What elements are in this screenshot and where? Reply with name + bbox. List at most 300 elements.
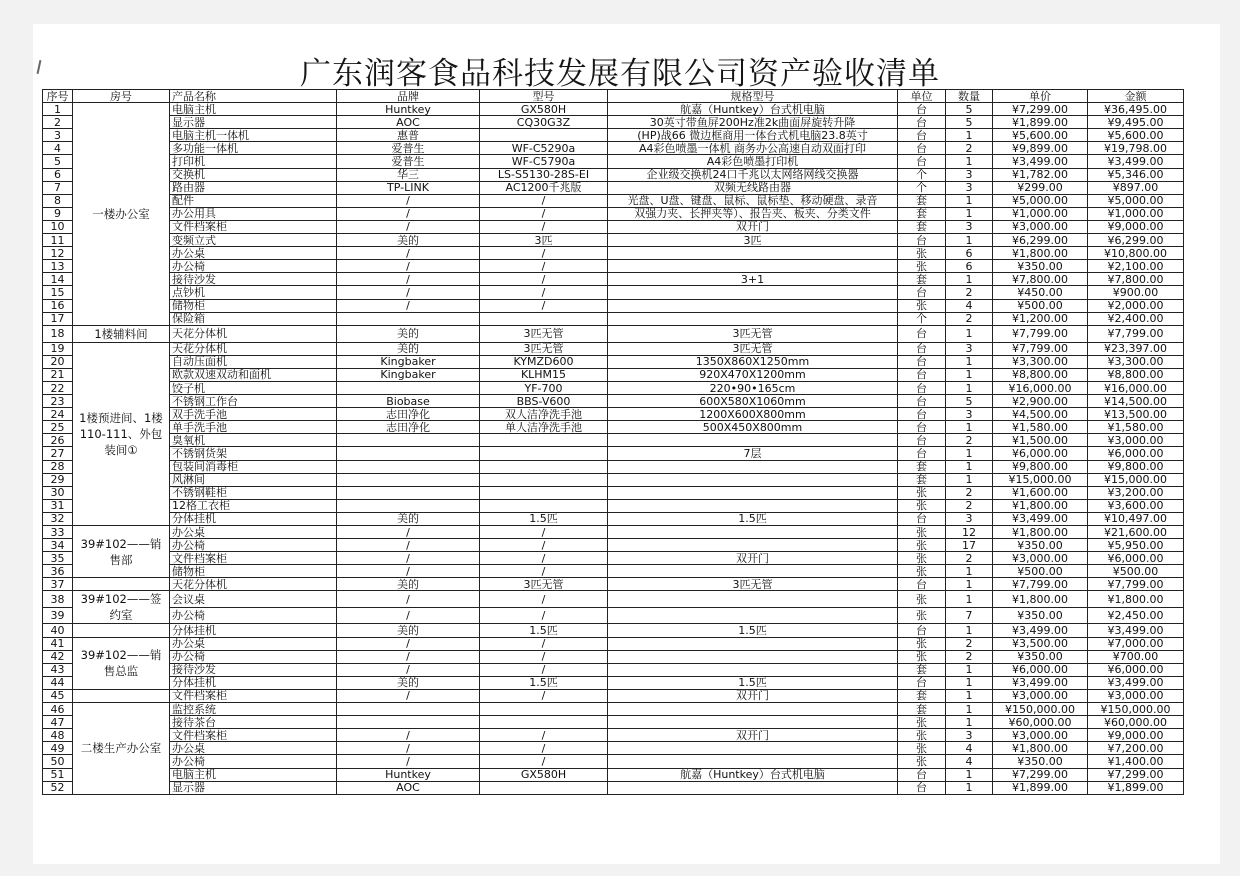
row-qty: 6 bbox=[946, 260, 993, 273]
row-brand bbox=[337, 473, 480, 486]
row-model: / bbox=[480, 663, 608, 676]
row-model: / bbox=[480, 247, 608, 260]
row-product: 储物柜 bbox=[170, 565, 337, 578]
row-unit: 台 bbox=[898, 395, 946, 408]
row-brand: 美的 bbox=[337, 342, 480, 355]
row-spec: 30英寸带鱼屏200Hz准2k曲面屏旋转升降 bbox=[608, 116, 898, 129]
row-seq: 36 bbox=[43, 565, 73, 578]
row-qty: 1 bbox=[946, 129, 993, 142]
row-spec: 920X470X1200mm bbox=[608, 368, 898, 381]
row-spec bbox=[608, 781, 898, 794]
row-unit: 个 bbox=[898, 168, 946, 181]
row-spec: 220•90•165cm bbox=[608, 381, 898, 394]
row-amount: ¥6,299.00 bbox=[1088, 234, 1184, 247]
row-amount: ¥7,800.00 bbox=[1088, 273, 1184, 286]
row-qty: 1 bbox=[946, 689, 993, 702]
row-model: 双人洁净洗手池 bbox=[480, 408, 608, 421]
row-brand: TP-LINK bbox=[337, 181, 480, 194]
row-product: 变频立式 bbox=[170, 234, 337, 247]
table-row bbox=[43, 325, 1184, 342]
table-row bbox=[43, 637, 1184, 650]
row-model: 单人洁净洗手池 bbox=[480, 421, 608, 434]
row-amount: ¥1,580.00 bbox=[1088, 421, 1184, 434]
row-model: / bbox=[480, 526, 608, 539]
row-qty: 1 bbox=[946, 578, 993, 591]
row-spec: 1.5匹 bbox=[608, 676, 898, 689]
table-row bbox=[43, 781, 1184, 794]
row-model: BBS-V600 bbox=[480, 395, 608, 408]
row-amount: ¥6,000.00 bbox=[1088, 447, 1184, 460]
row-brand: / bbox=[337, 742, 480, 755]
table-row bbox=[43, 421, 1184, 434]
row-qty: 2 bbox=[946, 637, 993, 650]
row-qty: 3 bbox=[946, 512, 993, 525]
row-model: / bbox=[480, 755, 608, 768]
row-qty: 1 bbox=[946, 703, 993, 716]
row-model: / bbox=[480, 207, 608, 220]
row-price: ¥6,000.00 bbox=[993, 663, 1088, 676]
row-amount: ¥7,200.00 bbox=[1088, 742, 1184, 755]
row-model: WF-C5790a bbox=[480, 155, 608, 168]
row-seq: 38 bbox=[43, 591, 73, 608]
row-price: ¥3,500.00 bbox=[993, 637, 1088, 650]
row-brand: 美的 bbox=[337, 676, 480, 689]
row-model: / bbox=[480, 552, 608, 565]
row-product: 电脑主机 bbox=[170, 768, 337, 781]
row-qty: 7 bbox=[946, 607, 993, 624]
row-price: ¥350.00 bbox=[993, 539, 1088, 552]
row-seq: 11 bbox=[43, 234, 73, 247]
row-spec: 双开门 bbox=[608, 729, 898, 742]
row-model: WF-C5290a bbox=[480, 142, 608, 155]
row-spec bbox=[608, 663, 898, 676]
row-spec: 双开门 bbox=[608, 689, 898, 702]
row-amount: ¥700.00 bbox=[1088, 650, 1184, 663]
table-row bbox=[43, 676, 1184, 689]
row-unit: 张 bbox=[898, 247, 946, 260]
row-qty: 1 bbox=[946, 624, 993, 637]
row-amount: ¥14,500.00 bbox=[1088, 395, 1184, 408]
row-unit: 个 bbox=[898, 181, 946, 194]
table-row bbox=[43, 194, 1184, 207]
row-model: 1.5匹 bbox=[480, 676, 608, 689]
row-qty: 5 bbox=[946, 103, 993, 116]
row-unit: 台 bbox=[898, 142, 946, 155]
row-brand: / bbox=[337, 607, 480, 624]
row-brand bbox=[337, 716, 480, 729]
row-price: ¥3,499.00 bbox=[993, 155, 1088, 168]
row-qty: 1 bbox=[946, 473, 993, 486]
row-seq: 21 bbox=[43, 368, 73, 381]
table-row bbox=[43, 247, 1184, 260]
row-product: 办公桌 bbox=[170, 637, 337, 650]
row-amount: ¥19,798.00 bbox=[1088, 142, 1184, 155]
row-price: ¥1,899.00 bbox=[993, 781, 1088, 794]
row-brand: 美的 bbox=[337, 512, 480, 525]
row-model bbox=[480, 460, 608, 473]
row-brand: / bbox=[337, 286, 480, 299]
row-price: ¥1,800.00 bbox=[993, 526, 1088, 539]
row-qty: 6 bbox=[946, 247, 993, 260]
row-seq: 23 bbox=[43, 395, 73, 408]
row-model: KLHM15 bbox=[480, 368, 608, 381]
row-seq: 52 bbox=[43, 781, 73, 794]
row-product: 交换机 bbox=[170, 168, 337, 181]
row-model: / bbox=[480, 689, 608, 702]
table-row bbox=[43, 342, 1184, 355]
row-product: 不锈钢货架 bbox=[170, 447, 337, 460]
row-brand bbox=[337, 381, 480, 394]
row-seq: 20 bbox=[43, 355, 73, 368]
row-model: 3匹无管 bbox=[480, 342, 608, 355]
row-unit: 张 bbox=[898, 486, 946, 499]
row-unit: 套 bbox=[898, 663, 946, 676]
row-product: 饺子机 bbox=[170, 381, 337, 394]
table-row bbox=[43, 299, 1184, 312]
table-row bbox=[43, 729, 1184, 742]
row-amount: ¥3,300.00 bbox=[1088, 355, 1184, 368]
row-amount: ¥15,000.00 bbox=[1088, 473, 1184, 486]
row-price: ¥60,000.00 bbox=[993, 716, 1088, 729]
table-row bbox=[43, 168, 1184, 181]
row-product: 办公用具 bbox=[170, 207, 337, 220]
row-price: ¥4,500.00 bbox=[993, 408, 1088, 421]
table-row bbox=[43, 234, 1184, 247]
row-unit: 台 bbox=[898, 578, 946, 591]
row-price: ¥1,800.00 bbox=[993, 591, 1088, 608]
row-seq: 33 bbox=[43, 526, 73, 539]
table-row bbox=[43, 755, 1184, 768]
row-unit: 张 bbox=[898, 260, 946, 273]
row-unit: 台 bbox=[898, 325, 946, 342]
row-price: ¥450.00 bbox=[993, 286, 1088, 299]
row-amount: ¥9,495.00 bbox=[1088, 116, 1184, 129]
row-product: 臭氧机 bbox=[170, 434, 337, 447]
table-row bbox=[43, 486, 1184, 499]
row-seq: 43 bbox=[43, 663, 73, 676]
row-seq: 18 bbox=[43, 325, 73, 342]
row-product: 储物柜 bbox=[170, 299, 337, 312]
header-room: 房号 bbox=[73, 90, 170, 103]
row-qty: 2 bbox=[946, 486, 993, 499]
row-spec: 企业级交换机24口千兆以太网络网线交换器 bbox=[608, 168, 898, 181]
row-amount: ¥150,000.00 bbox=[1088, 703, 1184, 716]
row-spec bbox=[608, 716, 898, 729]
row-product: 分体挂机 bbox=[170, 676, 337, 689]
row-unit: 台 bbox=[898, 408, 946, 421]
row-brand: 美的 bbox=[337, 624, 480, 637]
row-product: 接待沙发 bbox=[170, 663, 337, 676]
row-price: ¥7,799.00 bbox=[993, 325, 1088, 342]
row-spec: 航嘉（Huntkey）台式机电脑 bbox=[608, 768, 898, 781]
row-spec bbox=[608, 526, 898, 539]
row-amount: ¥60,000.00 bbox=[1088, 716, 1184, 729]
row-price: ¥7,299.00 bbox=[993, 103, 1088, 116]
row-product: 点钞机 bbox=[170, 286, 337, 299]
row-amount: ¥2,450.00 bbox=[1088, 607, 1184, 624]
row-unit: 张 bbox=[898, 755, 946, 768]
row-qty: 1 bbox=[946, 325, 993, 342]
row-brand: / bbox=[337, 565, 480, 578]
row-brand: Kingbaker bbox=[337, 355, 480, 368]
row-spec: 双强力夹、长押夹等）、报告夹、板夹、分类文件 bbox=[608, 207, 898, 220]
row-amount: ¥6,000.00 bbox=[1088, 663, 1184, 676]
table-row bbox=[43, 526, 1184, 539]
row-brand: / bbox=[337, 650, 480, 663]
row-spec: 1.5匹 bbox=[608, 512, 898, 525]
table-row bbox=[43, 260, 1184, 273]
row-product: 保险箱 bbox=[170, 312, 337, 325]
row-qty: 1 bbox=[946, 768, 993, 781]
room-cell: 39#102——销售总监 bbox=[73, 637, 170, 689]
row-product: 显示器 bbox=[170, 116, 337, 129]
row-brand: / bbox=[337, 299, 480, 312]
row-unit: 台 bbox=[898, 234, 946, 247]
row-amount: ¥8,800.00 bbox=[1088, 368, 1184, 381]
row-amount: ¥21,600.00 bbox=[1088, 526, 1184, 539]
row-spec bbox=[608, 742, 898, 755]
header-seq: 序号 bbox=[43, 90, 73, 103]
row-seq: 45 bbox=[43, 689, 73, 702]
row-qty: 12 bbox=[946, 526, 993, 539]
row-qty: 3 bbox=[946, 408, 993, 421]
row-seq: 17 bbox=[43, 312, 73, 325]
row-amount: ¥9,000.00 bbox=[1088, 220, 1184, 233]
row-amount: ¥10,800.00 bbox=[1088, 247, 1184, 260]
row-amount: ¥7,799.00 bbox=[1088, 325, 1184, 342]
row-model: / bbox=[480, 591, 608, 608]
row-seq: 40 bbox=[43, 624, 73, 637]
row-seq: 49 bbox=[43, 742, 73, 755]
row-product: 路由器 bbox=[170, 181, 337, 194]
row-qty: 1 bbox=[946, 716, 993, 729]
row-seq: 8 bbox=[43, 194, 73, 207]
row-unit: 台 bbox=[898, 103, 946, 116]
row-brand: Kingbaker bbox=[337, 368, 480, 381]
row-unit: 台 bbox=[898, 116, 946, 129]
row-spec bbox=[608, 637, 898, 650]
row-brand: 爱普生 bbox=[337, 142, 480, 155]
row-model bbox=[480, 499, 608, 512]
row-brand: 惠普 bbox=[337, 129, 480, 142]
row-seq: 30 bbox=[43, 486, 73, 499]
row-qty: 3 bbox=[946, 220, 993, 233]
row-price: ¥9,800.00 bbox=[993, 460, 1088, 473]
table-row bbox=[43, 499, 1184, 512]
row-unit: 张 bbox=[898, 607, 946, 624]
row-spec: 7层 bbox=[608, 447, 898, 460]
row-spec: 双频无线路由器 bbox=[608, 181, 898, 194]
row-seq: 16 bbox=[43, 299, 73, 312]
table-row bbox=[43, 624, 1184, 637]
row-qty: 5 bbox=[946, 116, 993, 129]
row-seq: 46 bbox=[43, 703, 73, 716]
row-product: 风淋间 bbox=[170, 473, 337, 486]
row-qty: 1 bbox=[946, 207, 993, 220]
row-price: ¥8,800.00 bbox=[993, 368, 1088, 381]
row-price: ¥3,300.00 bbox=[993, 355, 1088, 368]
table-row bbox=[43, 473, 1184, 486]
row-price: ¥7,299.00 bbox=[993, 768, 1088, 781]
row-product: 包装间消毒柜 bbox=[170, 460, 337, 473]
row-brand: / bbox=[337, 526, 480, 539]
row-brand bbox=[337, 312, 480, 325]
row-price: ¥1,500.00 bbox=[993, 434, 1088, 447]
row-unit: 套 bbox=[898, 689, 946, 702]
row-seq: 29 bbox=[43, 473, 73, 486]
table-row bbox=[43, 129, 1184, 142]
row-brand bbox=[337, 499, 480, 512]
row-model bbox=[480, 447, 608, 460]
row-product: 办公桌 bbox=[170, 742, 337, 755]
row-spec: 双开门 bbox=[608, 552, 898, 565]
row-unit: 套 bbox=[898, 207, 946, 220]
table-row bbox=[43, 742, 1184, 755]
row-brand: / bbox=[337, 194, 480, 207]
row-model bbox=[480, 486, 608, 499]
row-product: 配件 bbox=[170, 194, 337, 207]
row-model: LS-S5130-28S-EI bbox=[480, 168, 608, 181]
row-qty: 4 bbox=[946, 299, 993, 312]
row-spec bbox=[608, 286, 898, 299]
row-spec: 1200X600X800mm bbox=[608, 408, 898, 421]
row-price: ¥1,800.00 bbox=[993, 247, 1088, 260]
row-product: 12格工衣柜 bbox=[170, 499, 337, 512]
row-seq: 31 bbox=[43, 499, 73, 512]
row-brand: / bbox=[337, 637, 480, 650]
row-brand bbox=[337, 486, 480, 499]
row-price: ¥5,600.00 bbox=[993, 129, 1088, 142]
row-brand: Huntkey bbox=[337, 768, 480, 781]
row-price: ¥1,800.00 bbox=[993, 742, 1088, 755]
row-seq: 14 bbox=[43, 273, 73, 286]
row-brand bbox=[337, 703, 480, 716]
row-amount: ¥1,899.00 bbox=[1088, 781, 1184, 794]
row-unit: 张 bbox=[898, 299, 946, 312]
row-unit: 台 bbox=[898, 355, 946, 368]
row-model bbox=[480, 716, 608, 729]
row-price: ¥500.00 bbox=[993, 299, 1088, 312]
row-unit: 张 bbox=[898, 565, 946, 578]
row-price: ¥1,782.00 bbox=[993, 168, 1088, 181]
row-product: 电脑主机一体机 bbox=[170, 129, 337, 142]
row-amount: ¥900.00 bbox=[1088, 286, 1184, 299]
table-row bbox=[43, 663, 1184, 676]
row-spec bbox=[608, 473, 898, 486]
table-row bbox=[43, 273, 1184, 286]
row-unit: 张 bbox=[898, 499, 946, 512]
row-model: 3匹无管 bbox=[480, 325, 608, 342]
row-price: ¥150,000.00 bbox=[993, 703, 1088, 716]
row-model: GX580H bbox=[480, 103, 608, 116]
row-product: 办公椅 bbox=[170, 607, 337, 624]
row-unit: 张 bbox=[898, 716, 946, 729]
row-spec: 500X450X800mm bbox=[608, 421, 898, 434]
row-product: 不锈钢鞋柜 bbox=[170, 486, 337, 499]
row-product: 办公椅 bbox=[170, 755, 337, 768]
row-seq: 41 bbox=[43, 637, 73, 650]
row-spec: 600X580X1060mm bbox=[608, 395, 898, 408]
row-price: ¥350.00 bbox=[993, 755, 1088, 768]
row-unit: 台 bbox=[898, 129, 946, 142]
row-amount: ¥3,499.00 bbox=[1088, 155, 1184, 168]
row-unit: 台 bbox=[898, 624, 946, 637]
row-product: 接待沙发 bbox=[170, 273, 337, 286]
row-amount: ¥500.00 bbox=[1088, 565, 1184, 578]
row-price: ¥1,200.00 bbox=[993, 312, 1088, 325]
row-amount: ¥10,497.00 bbox=[1088, 512, 1184, 525]
table-row bbox=[43, 155, 1184, 168]
row-model bbox=[480, 129, 608, 142]
row-unit: 张 bbox=[898, 742, 946, 755]
row-brand: 美的 bbox=[337, 234, 480, 247]
row-model: 3匹无管 bbox=[480, 578, 608, 591]
row-model: KYMZD600 bbox=[480, 355, 608, 368]
row-amount: ¥3,000.00 bbox=[1088, 434, 1184, 447]
row-product: 会议桌 bbox=[170, 591, 337, 608]
row-qty: 1 bbox=[946, 781, 993, 794]
table-row bbox=[43, 312, 1184, 325]
row-amount: ¥23,397.00 bbox=[1088, 342, 1184, 355]
row-spec bbox=[608, 591, 898, 608]
row-price: ¥7,800.00 bbox=[993, 273, 1088, 286]
room-cell: 1楼预进间、1楼110-111、外包装间① bbox=[73, 342, 170, 525]
row-price: ¥2,900.00 bbox=[993, 395, 1088, 408]
row-model: / bbox=[480, 260, 608, 273]
row-unit: 套 bbox=[898, 220, 946, 233]
row-price: ¥9,899.00 bbox=[993, 142, 1088, 155]
row-amount: ¥7,299.00 bbox=[1088, 768, 1184, 781]
row-spec: 3匹无管 bbox=[608, 325, 898, 342]
row-seq: 39 bbox=[43, 607, 73, 624]
table-row bbox=[43, 716, 1184, 729]
row-seq: 26 bbox=[43, 434, 73, 447]
header-amount: 金额 bbox=[1088, 90, 1184, 103]
row-spec bbox=[608, 703, 898, 716]
row-brand: / bbox=[337, 539, 480, 552]
row-qty: 2 bbox=[946, 434, 993, 447]
table-row bbox=[43, 460, 1184, 473]
row-seq: 12 bbox=[43, 247, 73, 260]
table-row bbox=[43, 286, 1184, 299]
header-brand: 品牌 bbox=[337, 90, 480, 103]
row-product: 天花分体机 bbox=[170, 342, 337, 355]
row-seq: 5 bbox=[43, 155, 73, 168]
row-seq: 22 bbox=[43, 381, 73, 394]
row-unit: 套 bbox=[898, 473, 946, 486]
row-brand: AOC bbox=[337, 116, 480, 129]
room-cell: 二楼生产办公室 bbox=[73, 703, 170, 795]
row-brand bbox=[337, 447, 480, 460]
table-row bbox=[43, 703, 1184, 716]
row-model: / bbox=[480, 220, 608, 233]
row-amount: ¥5,950.00 bbox=[1088, 539, 1184, 552]
row-model: AC1200千兆版 bbox=[480, 181, 608, 194]
row-unit: 台 bbox=[898, 155, 946, 168]
row-qty: 1 bbox=[946, 676, 993, 689]
table-row bbox=[43, 381, 1184, 394]
row-product: 接待茶台 bbox=[170, 716, 337, 729]
row-seq: 42 bbox=[43, 650, 73, 663]
row-unit: 台 bbox=[898, 768, 946, 781]
row-unit: 张 bbox=[898, 539, 946, 552]
row-amount: ¥1,000.00 bbox=[1088, 207, 1184, 220]
table-row bbox=[43, 447, 1184, 460]
row-unit: 台 bbox=[898, 286, 946, 299]
row-product: 文件档案柜 bbox=[170, 220, 337, 233]
row-spec bbox=[608, 539, 898, 552]
row-qty: 4 bbox=[946, 742, 993, 755]
